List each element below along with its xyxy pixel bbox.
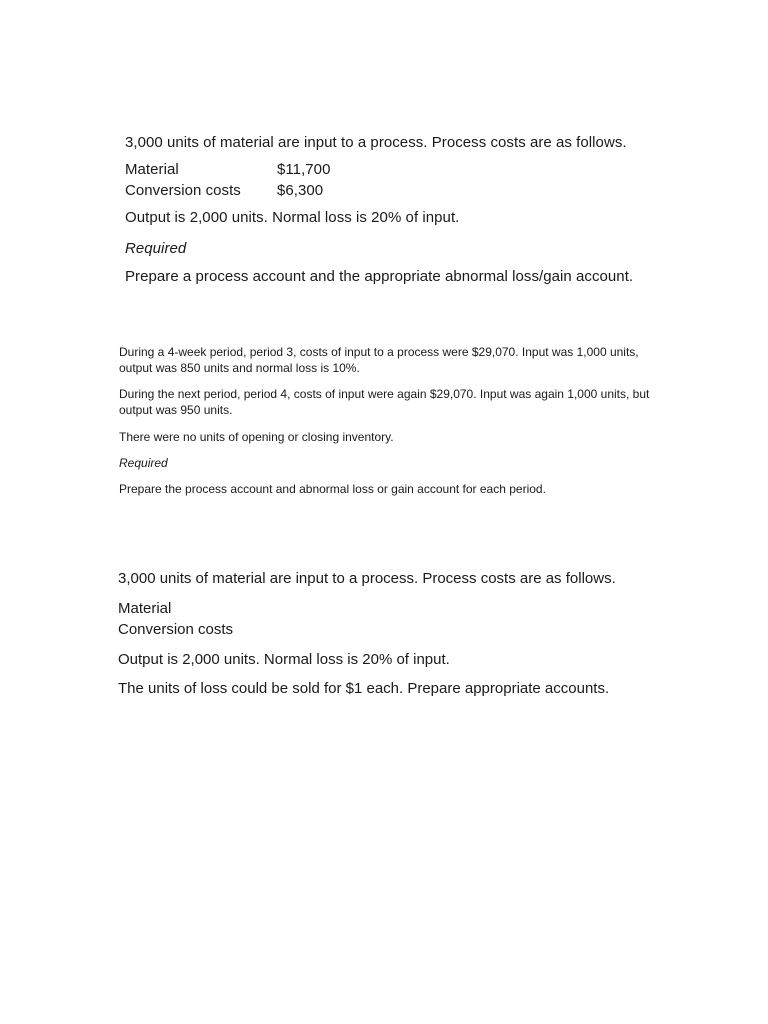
problem-1-material-value: $11,700 (277, 161, 331, 178)
problem-3-instruction: The units of loss could be sold for $1 each. Prepare appropriate accounts. (118, 680, 610, 697)
problem-1-material-label: Material (125, 161, 179, 178)
problem-2-line-1: During a 4-week period, period 3, costs of input to a process were $29,070. Input was 1,000 units, (119, 345, 639, 359)
problem-1-conversion-value: $6,300 (277, 182, 324, 199)
problem-1-intro: 3,000 units of material are input to a process. Process costs are as follows. (125, 134, 627, 151)
problem-1-instruction: Prepare a process account and the appropriate abnormal loss/gain account. (125, 268, 634, 285)
problem-1-output: Output is 2,000 units. Normal loss is 20% of input. (125, 209, 460, 226)
problem-3-intro: 3,000 units of material are input to a process. Process costs are as follows. (118, 570, 616, 587)
problem-2-instruction: Prepare the process account and abnormal loss or gain account for each period. (119, 482, 546, 496)
problem-2-line-5: There were no units of opening or closing inventory. (119, 430, 394, 444)
problem-3-material-label: Material (118, 600, 172, 617)
problem-2-required-heading: Required (119, 456, 168, 470)
problem-3-output: Output is 2,000 units. Normal loss is 20% of input. (118, 651, 450, 668)
problem-2-line-4: output was 950 units. (119, 403, 233, 417)
problem-2-line-2: output was 850 units and normal loss is 10%. (119, 361, 360, 375)
problem-3-conversion-label: Conversion costs (118, 621, 234, 638)
problem-1-conversion-label: Conversion costs (125, 182, 241, 199)
problem-1-required-heading: Required (125, 240, 187, 257)
problem-2-line-3: During the next period, period 4, costs of input were again $29,070. Input was again 1,000 units, but (119, 387, 650, 401)
